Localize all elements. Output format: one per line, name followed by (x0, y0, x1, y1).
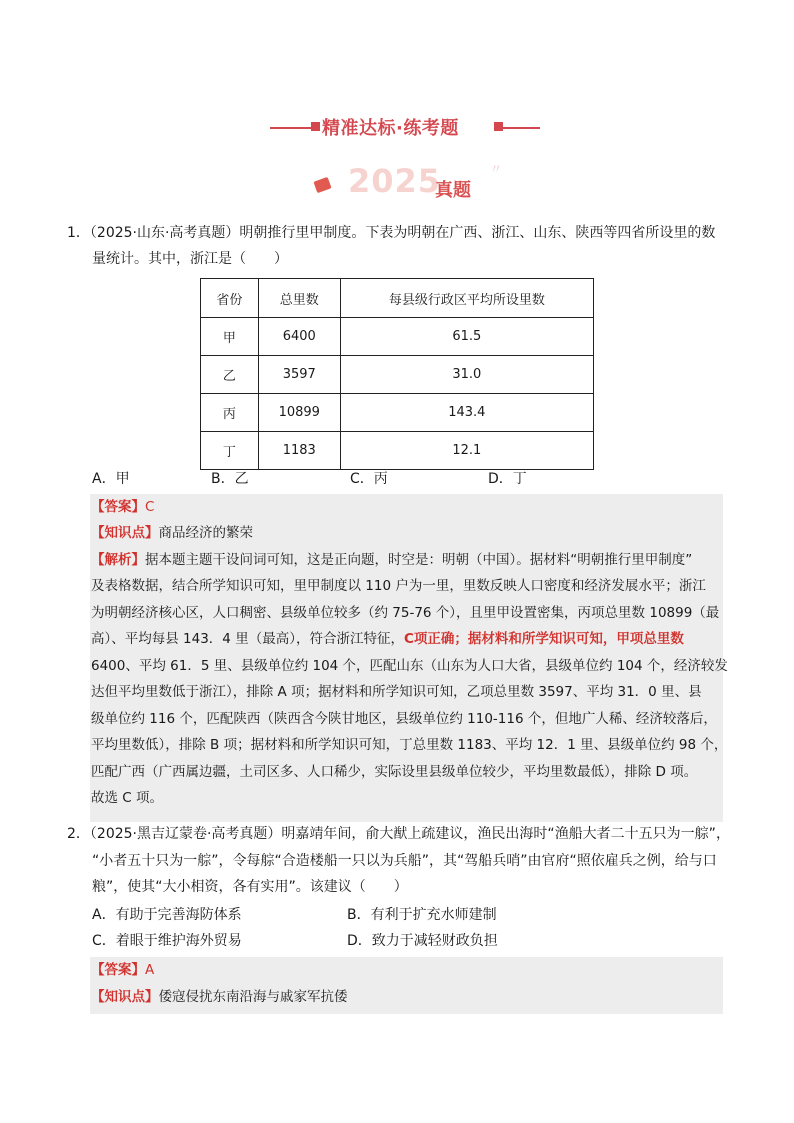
table-cell: 61.5 (340, 318, 593, 356)
q2-option-c[interactable]: C．着眼于维护海外贸易 (92, 933, 242, 949)
table-cell: 10899 (258, 394, 340, 432)
flag-icon (313, 177, 331, 193)
badge-year: 2025 (348, 162, 442, 200)
table-cell: 丙 (201, 394, 259, 432)
table-row (201, 318, 594, 356)
table-cell: 乙 (201, 356, 259, 394)
analysis-text: 高）、平均每县 143．4 里（最高），符合浙江特征， (91, 631, 404, 647)
answer-value: C (145, 499, 155, 515)
analysis-tag: 【解析】 (91, 552, 145, 568)
table-cell: 12.1 (340, 432, 593, 470)
table-cell: 丁 (201, 432, 259, 470)
year-badge (312, 160, 512, 204)
knowledge-value: 商品经济的繁荣 (158, 525, 253, 541)
q1-data-table (200, 278, 594, 470)
answer-value: A (145, 962, 155, 978)
table-row (201, 356, 594, 394)
table-header-cell: 总里数 (258, 279, 340, 318)
q1-stem-line2: 量统计。其中，浙江是（ ） (92, 251, 288, 267)
answer-tag: 【答案】 (91, 962, 145, 978)
knowledge-value: 倭寇侵扰东南沿海与戚家军抗倭 (158, 989, 348, 1005)
table-row (201, 394, 594, 432)
answer-tag: 【答案】 (91, 499, 145, 515)
analysis-text: 及表格数据，结合所学知识可知，里甲制度以 110 户为一里，里数反映人口密度和经济发展水平；浙江 (91, 578, 706, 594)
q2-option-a[interactable]: A．有助于完善海防体系 (92, 907, 242, 923)
q1-option-d[interactable]: D．丁 (488, 471, 527, 487)
q2-stem-line3: 粮”，使其“大小相资，各有实用”。该建议（ ） (92, 879, 408, 895)
analysis-highlight: C (403, 631, 414, 647)
knowledge-tag: 【知识点】 (91, 989, 159, 1005)
table-cell: 甲 (201, 318, 259, 356)
table-cell: 6400 (258, 318, 340, 356)
q1-option-a[interactable]: A．甲 (92, 471, 130, 487)
table-row (201, 432, 594, 470)
analysis-highlight-rest: 项正确；据材料和所学知识可知，甲项总里数 (413, 631, 684, 647)
q1-option-c[interactable]: C．丙 (350, 471, 388, 487)
q2-answer-line (91, 957, 154, 984)
table-cell: 31.0 (340, 356, 593, 394)
q2-option-d[interactable]: D．致力于减轻财政负担 (347, 933, 498, 949)
analysis-text: 6400、平均 61．5 里、县级单位约 104 个，匹配山东（山东为人口大省，县级单位约 104 个，经济较发 (91, 658, 728, 674)
table-header-cell: 省份 (201, 279, 259, 318)
analysis-text: 为明朝经济核心区，人口稠密、县级单位较多（约 75-76 个），且里甲设置密集，丙项总里数 10899（最 (91, 605, 720, 621)
analysis-line-with-highlight (91, 626, 684, 653)
q2-stem-line1: 2．（2025·黑吉辽蒙卷·高考真题）明嘉靖年间，俞大猷上疏建议，渔民出海时“渔船大者二十五只为一䑸”， (67, 826, 730, 842)
sparkle-icon: 〃 (490, 162, 503, 176)
table-cell: 3597 (258, 356, 340, 394)
header-line-right (503, 127, 540, 129)
analysis-text: 平均里数低），排除 B 项；据材料和所学知识可知，丁总里数 1183、平均 12．1 里、县级单位约 98 个， (91, 737, 728, 753)
table-cell: 1183 (258, 432, 340, 470)
badge-label: 真题 (435, 180, 471, 201)
analysis-text: 据本题主题干设问词可知，这是正向题，时空是：明朝（中国）。据材料“明朝推行里甲制度” (145, 552, 693, 568)
section-header (0, 112, 794, 142)
analysis-text: 匹配广西（广西属边疆，土司区多、人口稀少，实际设里县级单位较少，平均里数最低），排除 D 项。 (91, 764, 698, 780)
q2-stem-line2: “小者五十只为一䑸”，令每䑸“合造楼船一只以为兵船”，其“驾船兵哨”由官府“照依雇兵之例，给与口 (92, 853, 717, 869)
analysis-text: 达但平均里数低于浙江），排除 A 项；据材料和所学知识可知，乙项总里数 3597、平均 31．0 里、县 (91, 684, 702, 700)
table-header-row (201, 279, 594, 318)
section-title: 精准达标·练考题 (322, 118, 459, 139)
q1-stem-line1: 1．（2025·山东·高考真题）明朝推行里甲制度。下表为明朝在广西、浙江、山东、陕西等四省所设里的数 (67, 225, 716, 241)
header-square-left (311, 122, 320, 131)
q2-knowledge-line (91, 984, 348, 1011)
q2-option-b[interactable]: B．有利于扩充水师建制 (347, 907, 497, 923)
q1-knowledge-line (91, 520, 253, 547)
header-square-right (494, 122, 503, 131)
analysis-text: 故选 C 项。 (91, 790, 164, 806)
q1-analysis-line (91, 547, 692, 574)
q1-option-b[interactable]: B．乙 (211, 471, 249, 487)
table-header-cell: 每县级行政区平均所设里数 (340, 279, 593, 318)
q1-answer-line (91, 494, 154, 521)
table-cell: 143.4 (340, 394, 593, 432)
knowledge-tag: 【知识点】 (91, 525, 159, 541)
header-line-left (270, 127, 312, 129)
analysis-text: 级单位约 116 个，匹配陕西（陕西含今陕甘地区，县级单位约 110-116 个，但地广人稀、经济较落后， (91, 711, 717, 727)
